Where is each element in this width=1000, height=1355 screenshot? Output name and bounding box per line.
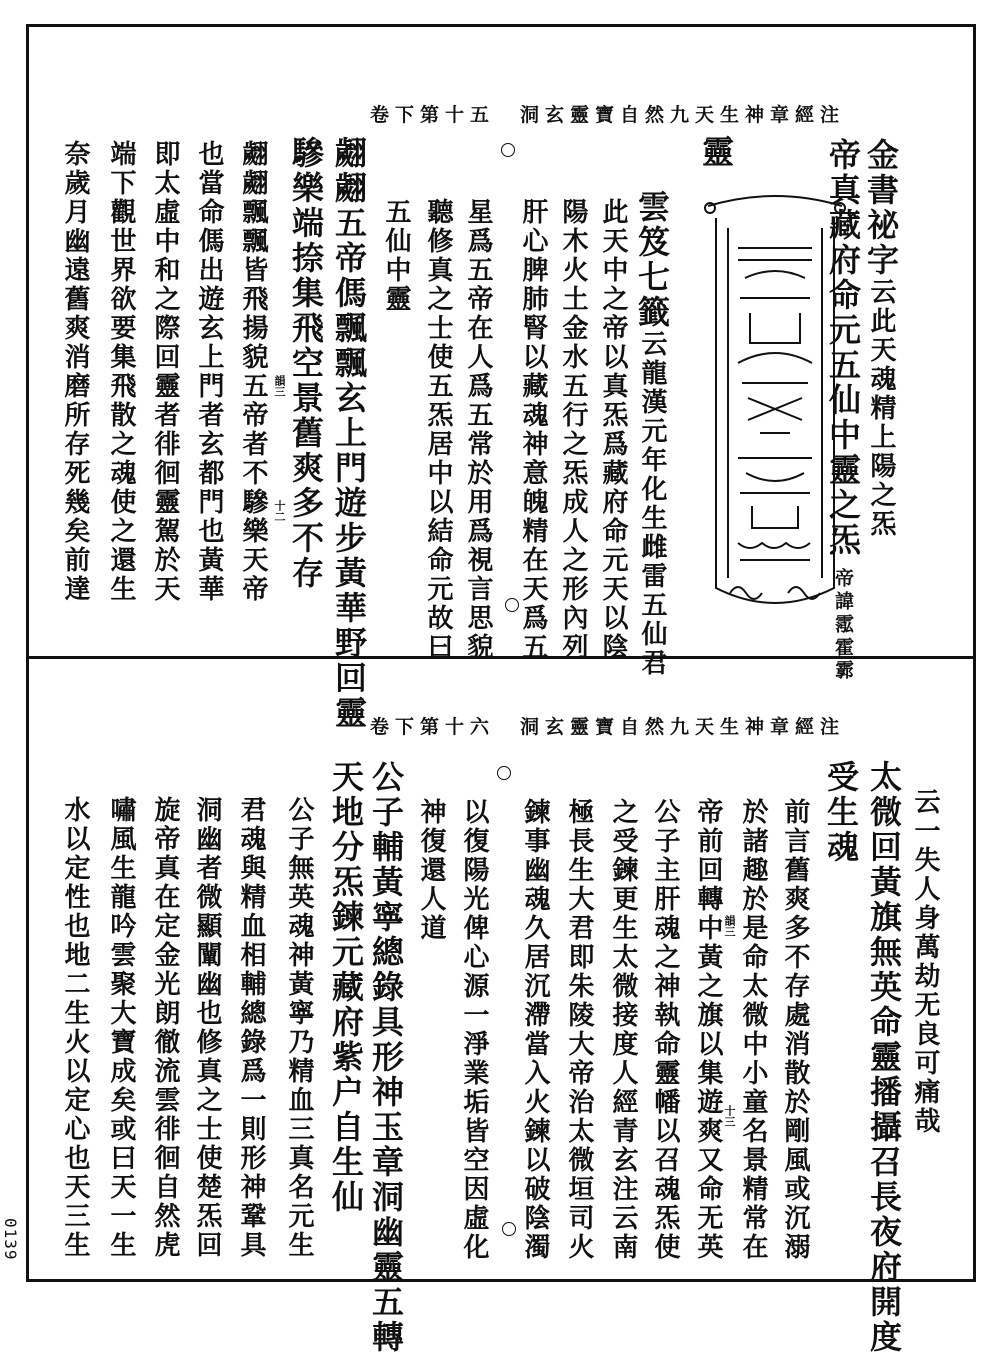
lower-col-4: 前言舊爽多不存處消散於剛風或沉溺 xyxy=(780,798,810,1262)
upper-col-3 xyxy=(633,190,671,678)
lower-col-16: 君魂與精血相輔總錄爲一則形神鞏具 xyxy=(236,796,266,1260)
lower-col-12: 神復還人道 xyxy=(416,798,446,943)
upper-col-15: 端下觀世界欲要集飛散之魂使之還生 xyxy=(106,140,136,604)
volume-number: 0139 xyxy=(1,1218,20,1261)
upper-col-1-note: 云此天魂精上陽之炁 xyxy=(866,278,896,539)
lower-circle-mark-2 xyxy=(502,1222,516,1236)
upper-margin-mark-1: 韻三 xyxy=(273,375,286,397)
lower-col-19: 嘯風生龍吟雲聚大寶成矣或曰天一生 xyxy=(106,796,136,1260)
lower-running-head-page: 卷下第十六 xyxy=(370,716,496,738)
upper-col-2-text: 帝真藏府命元五仙中靈之炁 xyxy=(824,138,862,558)
lower-col-5: 於諸趣於是命太微中小童名景精常在 xyxy=(738,798,768,1262)
upper-col-7: 星爲五帝在人爲五常於用爲視言思貌 xyxy=(463,198,493,662)
upper-col-2 xyxy=(824,138,862,683)
upper-col-1-text: 金書祕字 xyxy=(862,138,900,278)
upper-running-head-page: 卷下第十五 xyxy=(370,104,496,126)
upper-col-3-note: 云龍漢元年化生雌雷五仙君 xyxy=(637,330,667,678)
upper-margin-mark-2: 十二 xyxy=(273,500,286,522)
upper-col-10: 翽翽五帝傌飄飄玄上門遊步黃華野回靈 xyxy=(330,136,368,731)
lower-circle-mark-1 xyxy=(497,766,511,780)
lower-col-15: 公子無英魂神黃寧乃精血三真名元生 xyxy=(284,796,314,1260)
upper-col-14: 即太虛中和之際回靈者徘徊靈駕於天 xyxy=(150,140,180,604)
lower-col-2: 太微回黃旗無英命靈播攝召長夜府開度 xyxy=(865,760,903,1355)
upper-running-head-title: 洞玄靈寶自然九天生神章經注 xyxy=(520,104,846,126)
lower-col-9: 極長生大君即朱陵大帝治太微垣司火 xyxy=(564,798,594,1262)
upper-col-9: 五仙中靈 xyxy=(381,198,411,314)
lower-margin-mark-2: 十三 xyxy=(723,1105,736,1127)
lower-running-head-title: 洞玄靈寶自然九天生神章經注 xyxy=(520,716,846,738)
upper-col-5: 陽木火土金水五行之炁成人之形內列 xyxy=(558,198,588,662)
lower-col-13: 公子輔黃寧總錄具形神玉章洞幽靈五轉 xyxy=(367,760,405,1355)
lower-col-6: 帝前回轉中黃之旗以集遊爽又命无英 xyxy=(693,798,723,1262)
upper-col-8: 聽修真之士使五炁居中以結命元故曰 xyxy=(423,198,453,662)
lower-col-1: 云一失人身萬劫无良可痛哉 xyxy=(910,788,940,1136)
lower-col-18: 旋帝真在定金光朗徹流雲徘徊自然虎 xyxy=(150,796,180,1260)
upper-col-3-text: 雲笈七籤 xyxy=(633,190,671,330)
talisman-label: 靈 xyxy=(697,135,735,170)
upper-col-2-note: 帝諱霐霍霩 xyxy=(832,568,854,683)
lower-col-7: 公子主肝魂之神執命靈幡以召魂炁使 xyxy=(650,798,680,1262)
upper-col-16: 奈歲月幽遠舊爽消磨所存死幾矣前達 xyxy=(60,140,90,604)
lower-col-8: 之受鍊更生太微接度人經青玄注云南 xyxy=(608,798,638,1262)
upper-col-4: 此天中之帝以真炁爲藏府命元天以陰 xyxy=(598,198,628,662)
upper-circle-mark-1 xyxy=(501,143,515,157)
lower-col-17: 洞幽者微顯闡幽也修真之士使楚炁回 xyxy=(192,796,222,1260)
upper-col-13: 也當命傌出遊玄上門者玄都門也黃華 xyxy=(194,140,224,604)
lower-margin-mark-1: 韻三 xyxy=(723,915,736,937)
lower-col-11: 以復陽光俾心源一淨業垢皆空因虛化 xyxy=(459,798,489,1262)
upper-col-6: 肝心脾肺腎以藏魂神意魄精在天爲五 xyxy=(518,198,548,662)
upper-circle-mark-2 xyxy=(505,598,519,612)
upper-col-12: 翽翽飄飄皆飛揚貌五帝者不驂樂天帝 xyxy=(238,140,268,604)
lower-col-14: 天地分炁鍊元藏府紫户自生仙 xyxy=(327,760,365,1215)
lower-col-3: 受生魂 xyxy=(822,760,860,865)
lower-col-10: 鍊事幽魂久居沉滯當入火鍊以破陰濁 xyxy=(520,798,550,1262)
lower-col-20: 水以定性也地二生火以定心也天三生 xyxy=(60,796,90,1260)
upper-col-1 xyxy=(862,138,900,539)
upper-col-11: 驂樂端捺集飛空景舊爽多不存 xyxy=(287,136,325,591)
